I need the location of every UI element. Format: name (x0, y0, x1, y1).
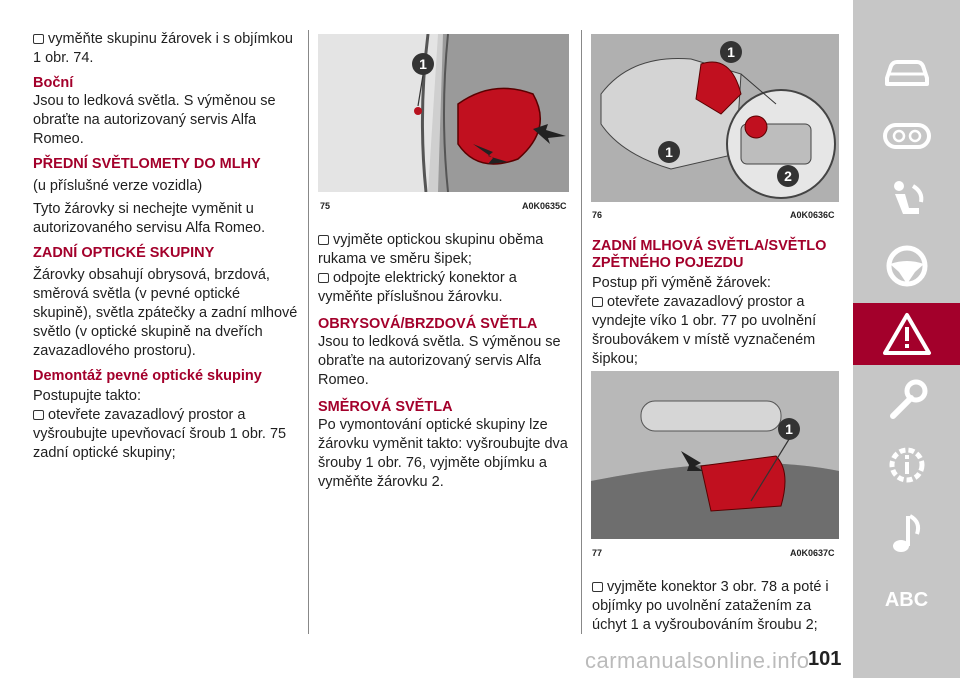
wrench-icon (885, 378, 929, 422)
specs-gear-icon (883, 441, 931, 489)
figure-number: 77 (592, 548, 603, 558)
step-item (592, 293, 840, 369)
turn-signal-bulb-illustration (591, 34, 839, 202)
sidebar-item-index[interactable] (853, 572, 960, 628)
column-2 (318, 231, 574, 492)
page-number: 101 (808, 648, 842, 670)
section-heading: ZADNÍ MLHOVÁ SVĚTLA/SVĚTLO ZPĚTNÉHO POJEZDU (592, 238, 827, 271)
subsection-heading: Demontáž pevné optické skupiny (33, 368, 262, 384)
checkbox-bullet-icon (33, 34, 44, 44)
column-divider (581, 30, 582, 634)
paragraph: (u příslušné verze vozidla) (33, 178, 203, 194)
step-text: vyjměte konektor 3 obr. 78 a poté i objímky po uvolnění zatažením za úchyt 1 a vyšroubováním šroubu 2; (592, 579, 829, 633)
chapter-sidebar (853, 0, 960, 678)
figure-code: A0K0637C (790, 548, 835, 558)
section-heading: SMĚROVÁ SVĚTLA (318, 399, 453, 415)
step-text: odpojte elektrický konektor a vyměňte příslušnou žárovku. (318, 270, 517, 305)
sidebar-item-emergency[interactable] (853, 303, 960, 365)
step-item (318, 269, 574, 307)
checkbox-bullet-icon (318, 273, 329, 283)
callout-1-label: 1 (727, 44, 735, 60)
callout-1-label: 1 (665, 144, 673, 160)
column-divider (308, 30, 309, 634)
column-3-bottom (592, 578, 840, 635)
seat-airbag-icon (885, 178, 929, 222)
figure-code: A0K0636C (790, 210, 835, 220)
step-text: otevřete zavazadlový prostor a vyndejte víko 1 obr. 77 po uvolnění šroubovákem v místě vyznačeném šipkou; (592, 294, 817, 367)
checkbox-bullet-icon (592, 297, 603, 307)
step-text: vyměňte skupinu žárovek i s objímkou 1 obr. 74. (33, 31, 293, 66)
step-item (33, 406, 301, 463)
paragraph: Žárovky obsahují obrysová, brzdová, směrová světla (v pevné optické skupině), světla zpátečky a zadní mlhové světlo (v optické skupině na dveřích zavazadlového prostoru). (33, 267, 298, 359)
callout-2-label: 2 (784, 168, 792, 184)
sidebar-item-driving[interactable] (853, 238, 960, 294)
callout-1-label: 1 (785, 421, 793, 437)
figure-75 (318, 34, 569, 192)
figure-76 (591, 34, 839, 202)
index-label: ABC (884, 588, 929, 611)
fog-light-cover-illustration (591, 371, 839, 539)
car-icon (883, 58, 931, 88)
watermark: carmanualsonline.info (585, 648, 810, 673)
column-1 (33, 0, 301, 463)
sidebar-item-multimedia[interactable] (853, 506, 960, 562)
sidebar-item-dashboard[interactable] (853, 108, 960, 164)
paragraph: Tyto žárovky si nechejte vyměnit u autorizovaného servisu Alfa Romeo. (33, 201, 266, 236)
sidebar-item-safety[interactable] (853, 172, 960, 228)
step-text: vyjměte optickou skupinu oběma rukama ve směru šipek; (318, 232, 544, 267)
step-item (33, 30, 301, 68)
rear-light-removal-illustration (318, 34, 569, 192)
step-item (318, 231, 574, 269)
music-note-icon (887, 512, 927, 556)
paragraph: Jsou to ledková světla. S výměnou se obraťte na autorizovaný servis Alfa Romeo. (33, 93, 276, 147)
section-heading: PŘEDNÍ SVĚTLOMETY DO MLHY (33, 156, 261, 172)
figure-number: 75 (320, 201, 331, 211)
paragraph: Jsou to ledková světla. S výměnou se obraťte na autorizovaný servis Alfa Romeo. (318, 334, 561, 388)
column-3-top (592, 238, 840, 369)
step-text: otevřete zavazadlový prostor a vyšroubujte upevňovací šroub 1 obr. 75 zadní optické skupiny; (33, 407, 287, 461)
checkbox-bullet-icon (318, 235, 329, 245)
sidebar-item-car[interactable] (853, 45, 960, 101)
figure-77 (591, 371, 839, 539)
checkbox-bullet-icon (592, 582, 603, 592)
checkbox-bullet-icon (33, 410, 44, 420)
section-heading: ZADNÍ OPTICKÉ SKUPINY (33, 245, 215, 261)
steering-wheel-icon (885, 244, 929, 288)
dashboard-icon (883, 121, 931, 151)
warning-triangle-icon (882, 311, 932, 357)
figure-code: A0K0635C (522, 201, 567, 211)
sidebar-item-technical-data[interactable] (853, 437, 960, 493)
paragraph: Postup při výměně žárovek: (592, 275, 771, 291)
figure-number: 76 (592, 210, 603, 220)
paragraph: Po vymontování optické skupiny lze žárovku vyměnit takto: vyšroubujte dva šrouby 1 obr. 76, vyjměte objímku a vyměňte žárovku 2. (318, 417, 568, 490)
callout-1-label: 1 (419, 56, 427, 72)
sidebar-item-maintenance[interactable] (853, 372, 960, 428)
section-heading: Boční (33, 75, 74, 91)
paragraph: Postupujte takto: (33, 388, 142, 404)
step-item (592, 578, 840, 635)
section-heading: OBRYSOVÁ/BRZDOVÁ SVĚTLA (318, 316, 538, 332)
